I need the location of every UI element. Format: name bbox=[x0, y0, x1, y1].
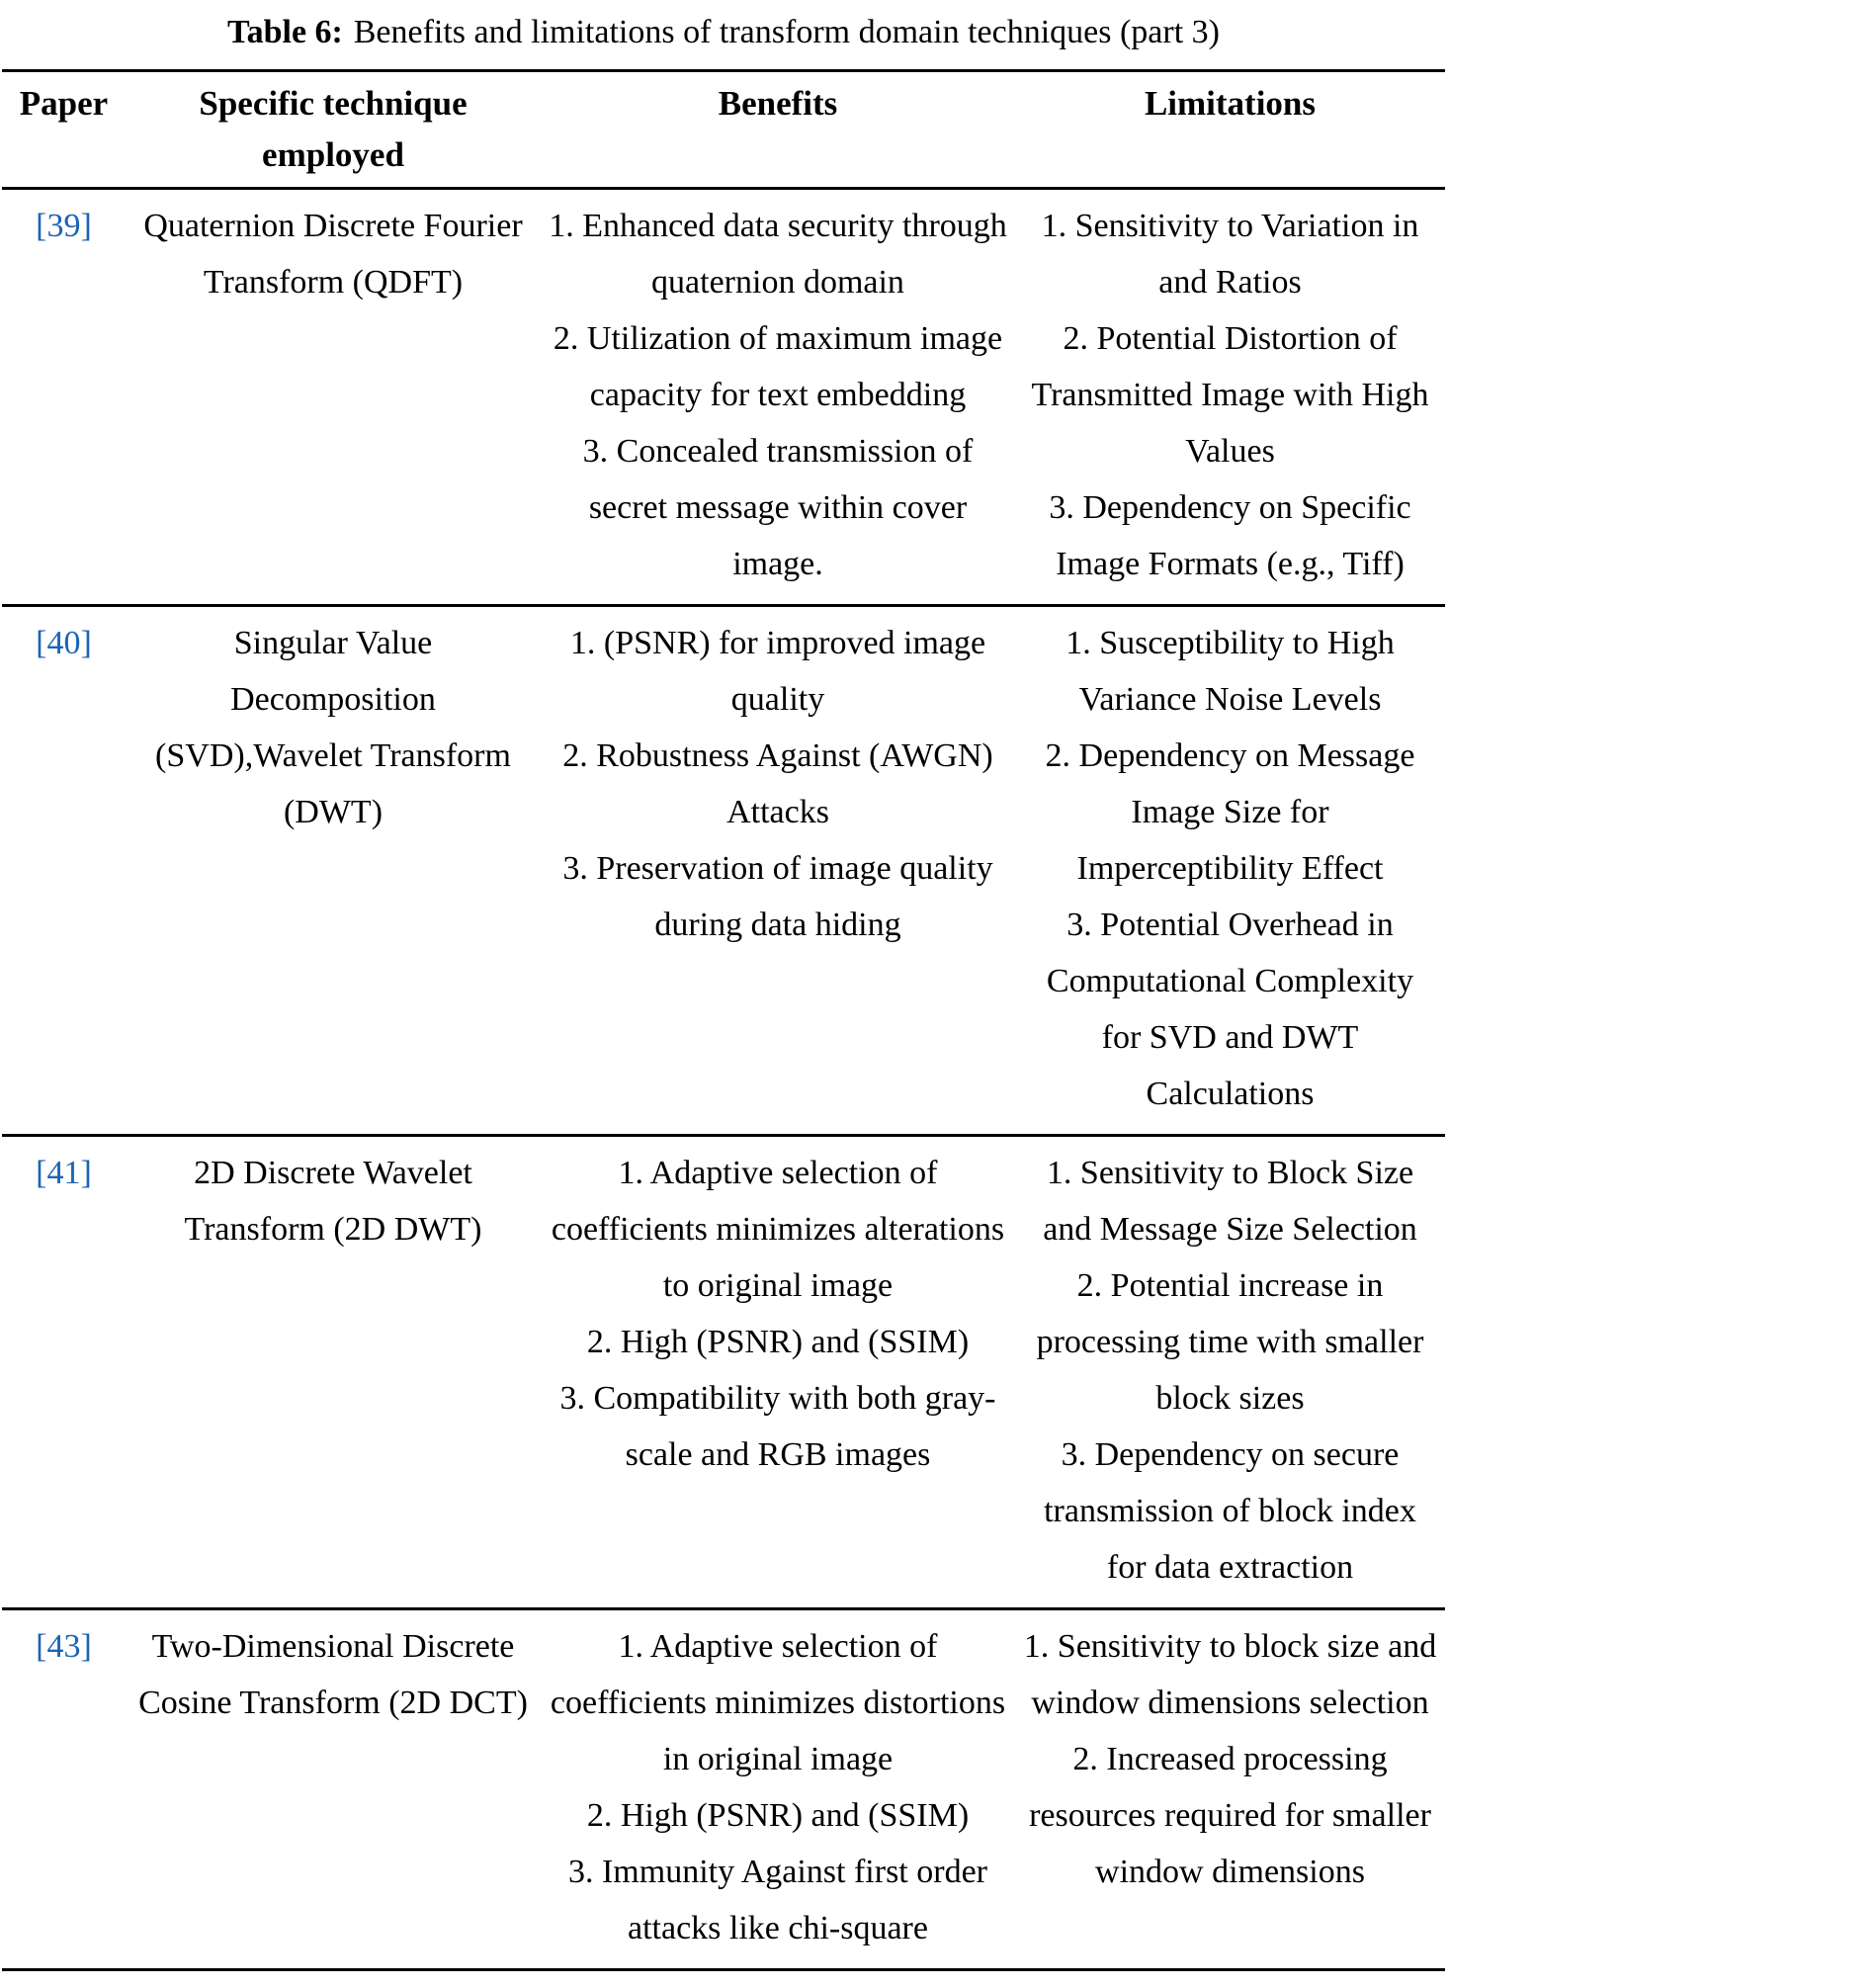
paper-cell bbox=[2, 189, 126, 606]
technique-cell: Singular Value Decomposition (SVD),Wavelet Transform (DWT) bbox=[155, 625, 511, 830]
paper-cell bbox=[2, 606, 126, 1136]
citation-link[interactable]: [43] bbox=[36, 1628, 92, 1665]
benefits-limitations-table bbox=[2, 69, 1445, 1971]
column-header-benefits: Benefits bbox=[718, 84, 838, 123]
benefits-cell bbox=[541, 1136, 1015, 1609]
limitation-item: 3. Dependency on secure transmission of block index for data extraction bbox=[1044, 1436, 1416, 1586]
paper-cell bbox=[2, 1136, 126, 1609]
table-row bbox=[2, 1136, 1445, 1609]
benefit-item: 1. (PSNR) for improved image quality bbox=[569, 625, 986, 718]
technique-cell: Two-Dimensional Discrete Cosine Transform (2D DCT) bbox=[138, 1628, 528, 1721]
technique-cell: Quaternion Discrete Fourier Transform (QDFT) bbox=[143, 208, 523, 301]
column-header-paper: Paper bbox=[19, 84, 109, 123]
citation-link[interactable]: [40] bbox=[36, 625, 92, 661]
benefits-cell bbox=[541, 1609, 1015, 1970]
table-body bbox=[2, 189, 1445, 1970]
benefits-cell bbox=[541, 606, 1015, 1136]
table-row bbox=[2, 606, 1445, 1136]
column-header-limitations: Limitations bbox=[1144, 84, 1317, 123]
header-row bbox=[2, 71, 1445, 189]
benefit-item: 3. Preservation of image quality during data hiding bbox=[562, 850, 993, 943]
citation-link[interactable]: [41] bbox=[36, 1155, 92, 1191]
limitation-item: 3. Potential Overhead in Computational Complexity for SVD and DWT Calculations bbox=[1046, 907, 1414, 1112]
citation-link[interactable]: [39] bbox=[36, 208, 92, 244]
limitation-item: 1. Sensitivity to Block Size and Message Size Selection bbox=[1043, 1155, 1417, 1248]
limitation-item: 2. Dependency on Message Image Size for Imperceptibility Effect bbox=[1045, 737, 1415, 887]
benefit-item: 2. High (PSNR) and (SSIM) bbox=[586, 1797, 970, 1834]
benefit-item: 1. Adaptive selection of coefficients minimizes alterations to original image bbox=[551, 1155, 1005, 1304]
benefit-item: 2. High (PSNR) and (SSIM) bbox=[586, 1324, 970, 1360]
benefit-item: 2. Utilization of maximum image capacity for text embedding bbox=[553, 320, 1003, 413]
limitation-item: 1. Sensitivity to Variation in and Ratios bbox=[1041, 208, 1419, 301]
benefit-item: 3. Immunity Against first order attacks like chi-square bbox=[567, 1854, 987, 1946]
limitation-item: 3. Dependency on Specific Image Formats (e.g., Tiff) bbox=[1049, 489, 1411, 582]
benefit-item: 3. Compatibility with both gray-scale and RGB images bbox=[559, 1380, 996, 1473]
technique-cell: 2D Discrete Wavelet Transform (2D DWT) bbox=[184, 1155, 482, 1248]
limitations-cell bbox=[1015, 1136, 1445, 1609]
limitation-item: 1. Susceptibility to High Variance Noise Levels bbox=[1065, 625, 1395, 718]
limitations-cell bbox=[1015, 606, 1445, 1136]
table-caption bbox=[2, 10, 1445, 55]
benefit-item: 3. Concealed transmission of secret message within cover image. bbox=[582, 433, 974, 582]
limitation-item: 2. Increased processing resources required for smaller window dimensions bbox=[1029, 1741, 1431, 1890]
limitation-item: 2. Potential increase in processing time with smaller block sizes bbox=[1036, 1267, 1424, 1417]
benefits-cell bbox=[541, 189, 1015, 606]
table-row bbox=[2, 1609, 1445, 1970]
limitation-item: 2. Potential Distortion of Transmitted Image with High Values bbox=[1031, 320, 1429, 470]
benefit-item: 1. Enhanced data security through quaternion domain bbox=[549, 208, 1007, 301]
column-header-technique: Specific technique employed bbox=[199, 84, 468, 174]
paper-cell bbox=[2, 1609, 126, 1970]
limitation-item: 1. Sensitivity to block size and window dimensions selection bbox=[1023, 1628, 1437, 1721]
table-row bbox=[2, 189, 1445, 606]
benefit-item: 2. Robustness Against (AWGN) Attacks bbox=[562, 737, 993, 830]
table-header bbox=[2, 71, 1445, 189]
limitations-cell bbox=[1015, 189, 1445, 606]
benefit-item: 1. Adaptive selection of coefficients minimizes distortions in original image bbox=[550, 1628, 1006, 1777]
table-caption-text: Benefits and limitations of transform domain techniques (part 3) bbox=[353, 14, 1220, 50]
limitations-cell bbox=[1015, 1609, 1445, 1970]
table-caption-label: Table 6: bbox=[227, 14, 343, 50]
page bbox=[2, 0, 1445, 1971]
